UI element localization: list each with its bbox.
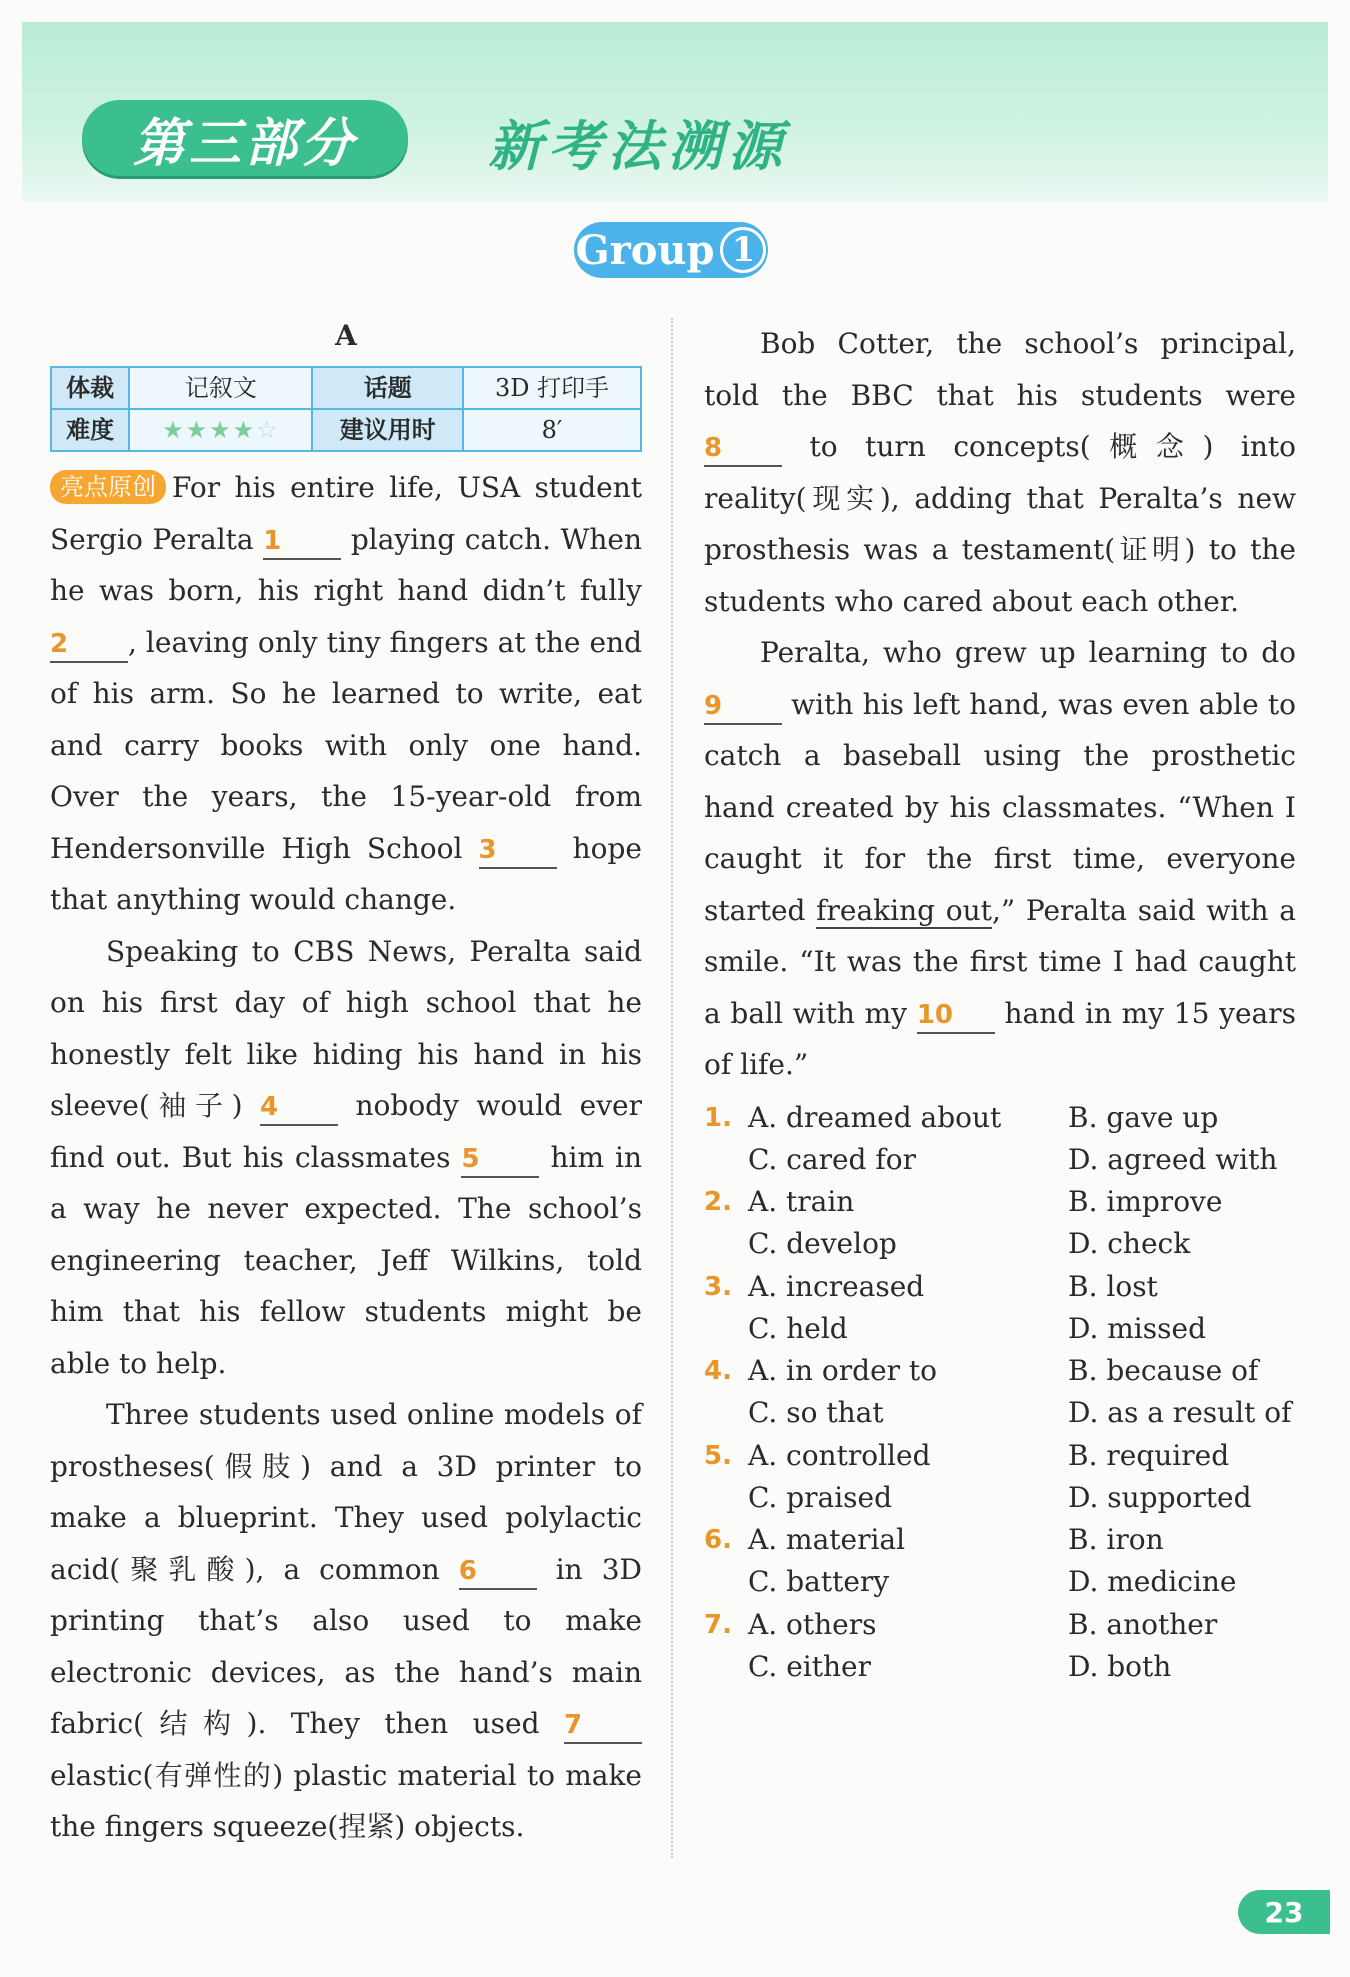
topic-value: 3D 打印手	[463, 367, 641, 409]
question-number-spacer	[704, 1308, 748, 1350]
option-d[interactable]: D. medicine	[1068, 1565, 1237, 1599]
underlined-phrase: freaking out	[816, 893, 992, 927]
text-segment: Speaking to CBS News, Peralta said on his first day of high school that he honestly felt like hiding his hand in his sleeve(袖子)	[50, 934, 642, 1122]
question-number: 1.	[704, 1102, 732, 1133]
question-number-spacer	[704, 1139, 748, 1181]
text-segment: in 3D printing that’s also used to make electronic devices, as the hand’s main fabric(结构). They then used	[50, 1552, 642, 1740]
right-paragraphs	[704, 318, 1296, 1091]
question-item	[704, 1266, 1296, 1351]
passage-title: A	[335, 319, 357, 352]
question-list	[704, 1097, 1296, 1689]
option-b[interactable]: B. improve	[1068, 1185, 1223, 1218]
text-segment: Three students used online models of prostheses(假肢) and a 3D printer to make a blueprint. They used polylactic acid(聚乳酸), a common	[50, 1398, 642, 1586]
passage-info-table	[50, 366, 642, 452]
left-paragraphs	[50, 462, 642, 1853]
option-d[interactable]: D. missed	[1068, 1311, 1206, 1345]
paragraph	[50, 926, 642, 1390]
question-number-spacer	[704, 1223, 748, 1265]
option-a[interactable]: A. in order to	[748, 1354, 938, 1387]
option-c[interactable]: C. battery	[748, 1565, 890, 1599]
blank-8: 8	[704, 431, 782, 467]
option-a[interactable]: A. others	[748, 1607, 877, 1641]
option-c[interactable]: C. either	[748, 1649, 871, 1683]
option-d[interactable]: D. supported	[1068, 1480, 1252, 1514]
text-segment: elastic(有弹性的) plastic material to make the fingers squeeze(捏紧) objects.	[50, 1758, 642, 1843]
highlight-badge: 亮点原创	[50, 470, 166, 504]
option-c[interactable]: C. so that	[748, 1396, 884, 1430]
text-segment: For his entire life, USA student Sergio Peralta	[50, 471, 642, 556]
question-item	[704, 1181, 1296, 1266]
left-column	[50, 318, 642, 1853]
group-badge	[574, 222, 768, 278]
star-icon: ★★★★	[162, 416, 257, 444]
topic-label: 话题	[312, 367, 463, 409]
question-item	[704, 1350, 1296, 1435]
text-segment: nobody would ever find out. But his classmates	[50, 1089, 642, 1174]
option-d[interactable]: D. both	[1068, 1649, 1172, 1683]
option-a[interactable]: A. dreamed about	[748, 1100, 1002, 1134]
option-c[interactable]: C. develop	[748, 1227, 897, 1261]
option-b[interactable]: B. gave up	[1068, 1100, 1219, 1134]
part-badge: 第三部分	[82, 100, 408, 176]
time-label: 建议用时	[312, 409, 463, 451]
text-segment: to turn concepts(概念) into reality(现实), adding that Peralta’s new prosthesis was a testament(证明) to the students who cared about each other.	[704, 430, 1296, 618]
blank-1: 1	[263, 524, 341, 560]
blank-6: 6	[459, 1554, 537, 1590]
time-value: 8′	[463, 409, 641, 451]
option-c[interactable]: C. praised	[748, 1480, 893, 1514]
question-number: 7.	[704, 1609, 732, 1640]
question-number: 2.	[704, 1187, 732, 1217]
difficulty-label: 难度	[51, 409, 129, 451]
page-number: 23	[1238, 1890, 1330, 1934]
paragraph	[50, 1389, 642, 1853]
blank-5: 5	[461, 1142, 539, 1178]
text-segment: him in a way he never expected. The school’s engineering teacher, Jeff Wilkins, told him that his fellow students might be able to help.	[50, 1140, 642, 1380]
question-item	[704, 1604, 1296, 1689]
option-c[interactable]: C. cared for	[748, 1142, 916, 1176]
blank-9: 9	[704, 689, 782, 725]
genre-label: 体裁	[51, 367, 129, 409]
paragraph	[50, 462, 642, 926]
option-d[interactable]: D. agreed with	[1068, 1142, 1278, 1176]
section-title: 新考法溯源	[488, 115, 788, 178]
text-segment: hand in my 15 years of life.”	[704, 996, 1296, 1081]
genre-value: 记叙文	[129, 367, 312, 409]
blank-7: 7	[564, 1708, 642, 1744]
paragraph	[704, 627, 1296, 1091]
blank-2: 2	[50, 627, 128, 663]
group-label: Group	[575, 226, 715, 274]
group-number: 1	[720, 227, 766, 273]
question-item	[704, 1097, 1296, 1182]
text-segment: , leaving only tiny fingers at the end of his arm. So he learned to write, eat and carry books with only one hand. Over the years, the 15-year-old from Hendersonville High School	[50, 625, 642, 865]
empty-star-icon: ☆	[256, 416, 280, 444]
option-c[interactable]: C. held	[748, 1311, 848, 1345]
option-a[interactable]: A. controlled	[748, 1438, 931, 1472]
question-number: 5.	[704, 1440, 732, 1471]
option-a[interactable]: A. train	[748, 1185, 855, 1218]
option-b[interactable]: B. another	[1068, 1607, 1218, 1641]
column-divider	[671, 318, 673, 1858]
option-b[interactable]: B. lost	[1068, 1269, 1158, 1303]
text-segment: hope that anything would change.	[50, 831, 642, 916]
right-column	[704, 318, 1296, 1688]
question-number: 4.	[704, 1356, 732, 1386]
question-number: 6.	[704, 1525, 732, 1555]
text-segment: Bob Cotter, the school’s principal, told the BBC that his students were	[704, 327, 1296, 412]
option-b[interactable]: B. iron	[1068, 1523, 1164, 1556]
question-number-spacer	[704, 1561, 748, 1603]
difficulty-rating	[129, 409, 312, 451]
option-a[interactable]: A. material	[748, 1523, 906, 1556]
question-number-spacer	[704, 1477, 748, 1519]
question-number-spacer	[704, 1392, 748, 1434]
question-number-spacer	[704, 1646, 748, 1688]
option-a[interactable]: A. increased	[748, 1269, 925, 1303]
blank-4: 4	[260, 1090, 338, 1126]
option-d[interactable]: D. as a result of	[1068, 1396, 1292, 1430]
question-item	[704, 1519, 1296, 1604]
blank-10: 10	[917, 998, 995, 1034]
option-d[interactable]: D. check	[1068, 1227, 1191, 1261]
option-b[interactable]: B. because of	[1068, 1354, 1259, 1387]
question-item	[704, 1435, 1296, 1520]
text-segment: playing catch. When he was born, his right hand didn’t fully	[50, 522, 642, 607]
text-segment: Peralta, who grew up learning to do	[760, 636, 1296, 669]
blank-3: 3	[479, 833, 557, 869]
text-segment: ,” Peralta said with a smile. “It was the first time I had caught a ball with my	[704, 893, 1296, 1030]
option-b[interactable]: B. required	[1068, 1438, 1230, 1472]
question-number: 3.	[704, 1271, 732, 1302]
text-segment: with his left hand, was even able to catch a baseball using the prosthetic hand created by his classmates. “When I caught it for the first time, everyone started	[704, 687, 1296, 927]
paragraph	[704, 318, 1296, 627]
